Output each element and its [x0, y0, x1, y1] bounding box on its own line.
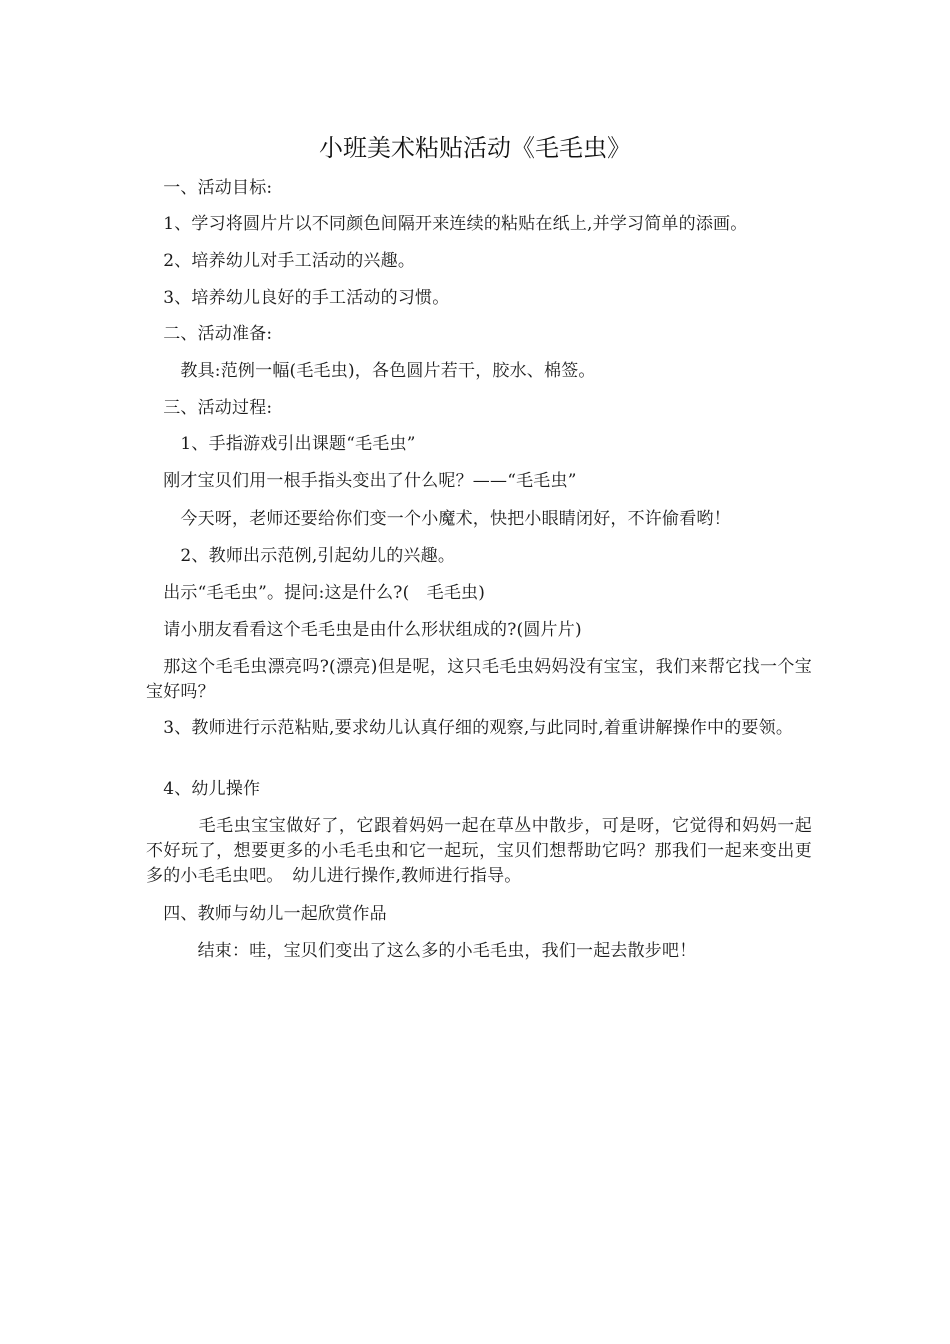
- process-text: 出示“毛毛虫”。提问:这是什么?( 毛毛虫): [146, 583, 486, 603]
- process-step-3: 3、教师进行示范粘贴,要求幼儿认真仔细的观察,与此同时,着重讲解操作中的要领。: [146, 718, 794, 738]
- section-heading-appreciation: 四、教师与幼儿一起欣赏作品: [146, 904, 387, 924]
- process-text: 刚才宝贝们用一根手指头变出了什么呢？——“毛毛虫”: [146, 471, 577, 491]
- section-heading-goals: 一、活动目标:: [146, 178, 273, 198]
- process-step-1: 1、手指游戏引出课题“毛毛虫”: [146, 434, 416, 454]
- closing-text: 结束：哇，宝贝们变出了这么多的小毛毛虫，我们一起去散步吧！: [146, 941, 697, 961]
- section-heading-process: 三、活动过程:: [146, 398, 273, 418]
- process-step-4: 4、幼儿操作: [146, 779, 261, 799]
- section-heading-preparation: 二、活动准备:: [146, 324, 273, 344]
- process-text: 毛毛虫宝宝做好了，它跟着妈妈一起在草丛中散步，可是呀，它觉得和妈妈一起不好玩了，想要更多的小毛毛虫和它一起玩，宝贝们想帮助它吗？那我们一起来变出更多的小毛毛虫吧。 幼儿进行操作,教师进行指导。: [146, 816, 812, 886]
- goal-item-2: 2、培养幼儿对手工活动的兴趣。: [146, 251, 416, 271]
- process-text: 请小朋友看看这个毛毛虫是由什么形状组成的?(圆片片): [146, 620, 582, 640]
- page-title: 小班美术粘贴活动《毛毛虫》: [319, 134, 631, 162]
- preparation-text: 教具:范例一幅(毛毛虫)，各色圆片若干，胶水、棉签。: [146, 361, 596, 381]
- goal-item-3: 3、培养幼儿良好的手工活动的习惯。: [146, 288, 450, 308]
- process-text: 今天呀，老师还要给你们变一个小魔术，快把小眼睛闭好，不许偷看哟！: [146, 509, 731, 529]
- process-step-2: 2、教师出示范例,引起幼儿的兴趣。: [146, 546, 456, 566]
- goal-item-1: 1、学习将圆片片以不同颜色间隔开来连续的粘贴在纸上,并学习简单的添画。: [146, 214, 748, 234]
- process-text: 那这个毛毛虫漂亮吗?(漂亮)但是呢，这只毛毛虫妈妈没有宝宝，我们来帮它找一个宝宝好吗？: [146, 657, 812, 702]
